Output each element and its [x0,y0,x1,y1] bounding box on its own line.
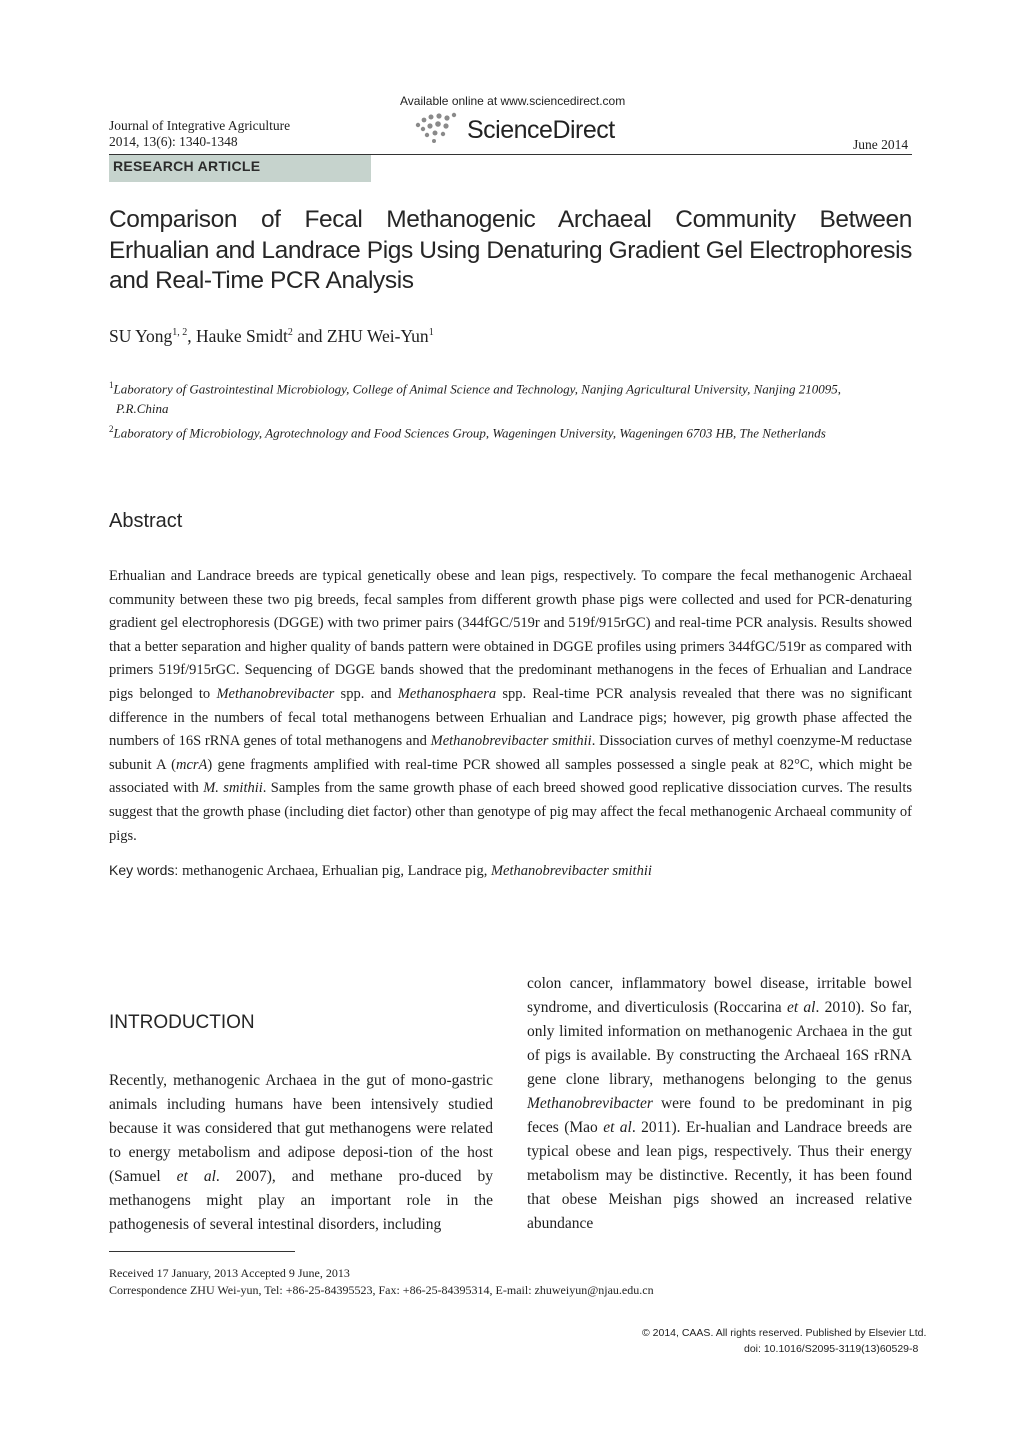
author-name: SU Yong [109,326,173,346]
author-name: ZHU Wei-Yun [326,326,429,346]
citation-etal: et al [176,1168,216,1185]
species-name: Methanobrevibacter [527,1095,653,1112]
affiliation-2 [109,419,912,443]
affiliation-mark: 1 [109,380,114,390]
body-text: . 2011). Er-hualian and Landrace breeds are typical obese and lean pigs, respectively. Thus their energy metabolism may be distinctive. Recently, it has been found that obese Meishan pigs showed an increased relative abundance [527,1119,913,1232]
abstract-text: spp. Real-time PCR analysis revealed that there was no significant difference in the numbers of fecal total methanogens between Erhualian and Landrace pigs; however, pig growth phase affected the numbers of 16S rRNA genes of total methanogens and [109,685,912,750]
author-affiliation-mark: 2 [287,327,293,339]
author-name: Hauke Smidt [195,326,288,346]
affiliation-text: Laboratory of Gastrointestinal Microbiology, College of Animal Science and Technology, Nanjing Agricultural University, Nanjing 210095, [113,381,841,397]
author-separator: , [187,326,196,346]
citation-etal: et al [603,1119,632,1136]
journal-info [109,118,290,150]
affiliation-text: Laboratory of Microbiology, Agrotechnology and Food Sciences Group, Wageningen University, Wageningen 6703 HB, The Netherlands [113,425,826,441]
keywords-label: Key words: [109,862,183,878]
sciencedirect-wordmark: ScienceDirect [467,116,615,144]
citation-etal: et al [786,999,816,1016]
author-list [109,326,434,347]
introduction-heading: INTRODUCTION [109,1012,255,1033]
affiliation-mark: 2 [109,424,114,435]
introduction-right-column [527,972,912,1236]
keywords [109,862,652,880]
article-type-label: RESEARCH ARTICLE [113,158,261,174]
abstract-text: . Dissociation curves of methyl coenzyme-M reductase subunit A ( [109,733,912,773]
abstract-text: ) gene fragments amplified with real-time PCR showed all samples possessed a single peak at 82°C, which might be associated with [109,756,912,797]
footnote-divider [109,1251,295,1252]
body-text: . 2007), and methane pro-duced by methanogens might play an important role in the pathogenesis of several intestinal disorders, including [109,1168,493,1233]
received-accepted-dates: Received 17 January, 2013 Accepted 9 June, 2013 [109,1266,350,1280]
body-text: colon cancer, inflammatory bowel disease, irritable bowel syndrome, and diverticulosis (Roccarina [527,975,912,1016]
article-title: Comparison of Fecal Methanogenic Archaeal Community Between Erhualian and Landrace Pigs Using Denaturing Gradient Gel Electrophoresis and Real-Time PCR Analysis [109,206,912,294]
sciencedirect-logo [412,110,632,150]
body-text: . 2010). So far, only limited information on methanogenic Archaea in the gut of pigs is available. By constructing the Archaeal 16S rRNA gene clone library, methanogens belonging to the genus [527,999,912,1088]
abstract-text: spp. and [334,685,398,702]
journal-issue: 2014, 13(6): 1340-1348 [109,134,238,149]
author-separator: and [292,326,327,346]
copyright-notice: © 2014, CAAS. All rights reserved. Published by Elsevier Ltd. [642,1327,927,1339]
species-name: Methanosphaera [397,685,497,702]
abstract-heading: Abstract [109,510,183,532]
available-online-text: Available online at www.sciencedirect.com [400,94,626,108]
doi: doi: 10.1016/S2095-3119(13)60529-8 [744,1343,919,1355]
keywords-species: Methanobrevibacter smithii [490,863,652,879]
gene-name: mcrA [175,756,208,773]
affiliation-1-continued: P.R.China [116,401,169,417]
journal-name: Journal of Integrative Agriculture [109,118,291,133]
body-text: were found to be predominant in pig feces (Mao [527,1095,912,1136]
species-name: M. smithii [203,780,263,797]
abstract-text: Erhualian and Landrace breeds are typical genetically obese and lean pigs, respectively. To compare the fecal methanogenic Archaeal community between these two pig breeds, fecal samples from different growth phase pigs were collected and used for PCR-denaturing gradient gel electrophoresis (DGGE) with two primer pairs (344fGC/519r and 519f/915rGC) and real-time PCR analysis. Results showed that a better separation and higher quality of bands pattern were obtained in DGGE profiles using primers 344fGC/519r as compared with primers 519f/915rGC. Sequencing of DGGE bands showed that the predominant methanogens in the feces of Erhualian and Landrace pigs belonged to [109,568,912,702]
body-text: Recently, methanogenic Archaea in the gut of mono-gastric animals including humans have been intensively studied because it was considered that gut methanogens were related to energy metabolism and adipose deposi-tion of the host (Samuel [109,1072,493,1185]
species-name: Methanobrevibacter smithii [430,733,592,750]
affiliation-1 [109,375,912,399]
correspondence-info: Correspondence ZHU Wei-yun, Tel: +86-25-84395523, Fax: +86-25-84395314, E-mail: zhuweiyun@njau.edu.cn [109,1283,654,1297]
article-type-banner [109,155,371,182]
abstract-text: . Samples from the same growth phase of each breed showed good replicative dissociation curves. The results suggest that the growth phase (including diet factor) other than genotype of pig may affect the fecal methanogenic Archaeal community of pigs. [109,780,913,844]
introduction-left-column [109,1069,493,1237]
author-affiliation-mark: 1 [428,327,434,339]
affiliations [109,375,912,444]
author-affiliation-mark: 1, 2 [172,327,188,339]
keywords-text: methanogenic Archaea, Erhualian pig, Landrace pig, [182,863,491,879]
issue-date: June 2014 [853,137,909,152]
species-name: Methanobrevibacter [216,685,335,702]
sciencedirect-dots-icon [412,110,468,146]
abstract-body [109,565,912,848]
